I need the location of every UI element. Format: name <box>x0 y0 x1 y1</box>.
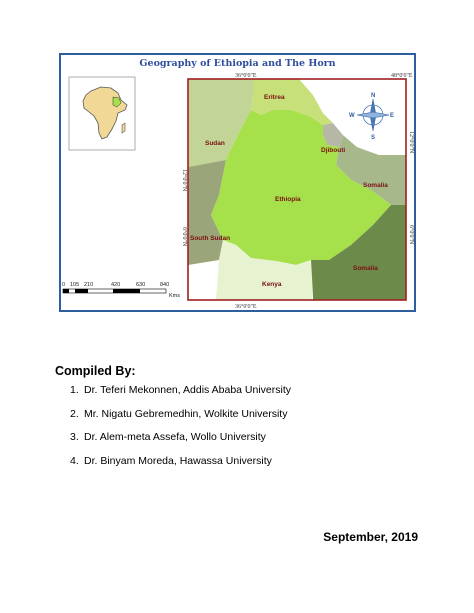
lon-label-top-1: 36°0'0"E <box>235 73 257 79</box>
scale-tick-840: 840 <box>160 282 170 288</box>
compass-w: W <box>349 113 355 119</box>
list-item-text: Dr. Binyam Moreda, Hawassa University <box>84 454 272 467</box>
list-item-text: Dr. Teferi Mekonnen, Addis Ababa University <box>84 384 292 396</box>
compiled-by-heading: Compiled By: <box>55 364 136 378</box>
list-item <box>70 430 291 454</box>
label-south-sudan: South Sudan <box>190 235 231 242</box>
label-sudan: Sudan <box>205 140 225 147</box>
scale-tick-105: 105 <box>70 282 80 288</box>
list-item <box>70 407 291 431</box>
compass-s: S <box>371 135 376 141</box>
compass-e: E <box>390 113 395 119</box>
list-item-number: 1. <box>70 384 79 396</box>
scale-tick-630: 630 <box>136 282 146 288</box>
compass-n: N <box>371 93 376 99</box>
label-somalia-north: Somalia <box>363 182 388 189</box>
label-ethiopia: Ethiopia <box>275 196 301 203</box>
publication-date: September, 2019 <box>323 530 418 544</box>
scale-bar <box>62 282 180 299</box>
lat-label-right-6: 6°0'0"N <box>408 225 414 245</box>
madagascar-shape <box>122 123 125 133</box>
scale-unit: Kms <box>169 293 180 299</box>
list-item-number: 3. <box>70 431 79 443</box>
list-item-number: 4. <box>70 454 79 467</box>
compilers-list <box>70 383 291 477</box>
lat-label-right-12: 12°0'0"N <box>408 131 414 154</box>
list-item-text: Mr. Nigatu Gebremedhin, Wolkite University <box>84 407 288 420</box>
label-djibouti: Djibouti <box>321 147 346 154</box>
africa-inset <box>69 77 135 150</box>
lat-label-left-6: 6°0'0"N <box>181 227 187 247</box>
label-kenya: Kenya <box>262 281 282 288</box>
map-canvas <box>61 55 418 314</box>
lat-label-left-12: 12°0'0"N <box>181 169 187 192</box>
list-item <box>70 383 291 407</box>
lon-label-bottom: 36°0'0"E <box>235 304 257 310</box>
list-item <box>70 454 291 478</box>
label-eritrea: Eritrea <box>264 94 285 101</box>
label-somalia-south: Somalia <box>353 265 378 272</box>
scale-tick-210: 210 <box>84 282 94 288</box>
list-item-number: 2. <box>70 407 79 420</box>
scale-tick-420: 420 <box>111 282 121 288</box>
list-item-text: Dr. Alem-meta Assefa, Wollo University <box>84 431 266 443</box>
map-figure <box>59 53 416 312</box>
map-title: Geography of Ethiopia and The Horn <box>139 58 336 69</box>
lon-label-top-2: 48°0'0"E <box>391 73 413 79</box>
scale-tick-0: 0 <box>62 282 66 288</box>
